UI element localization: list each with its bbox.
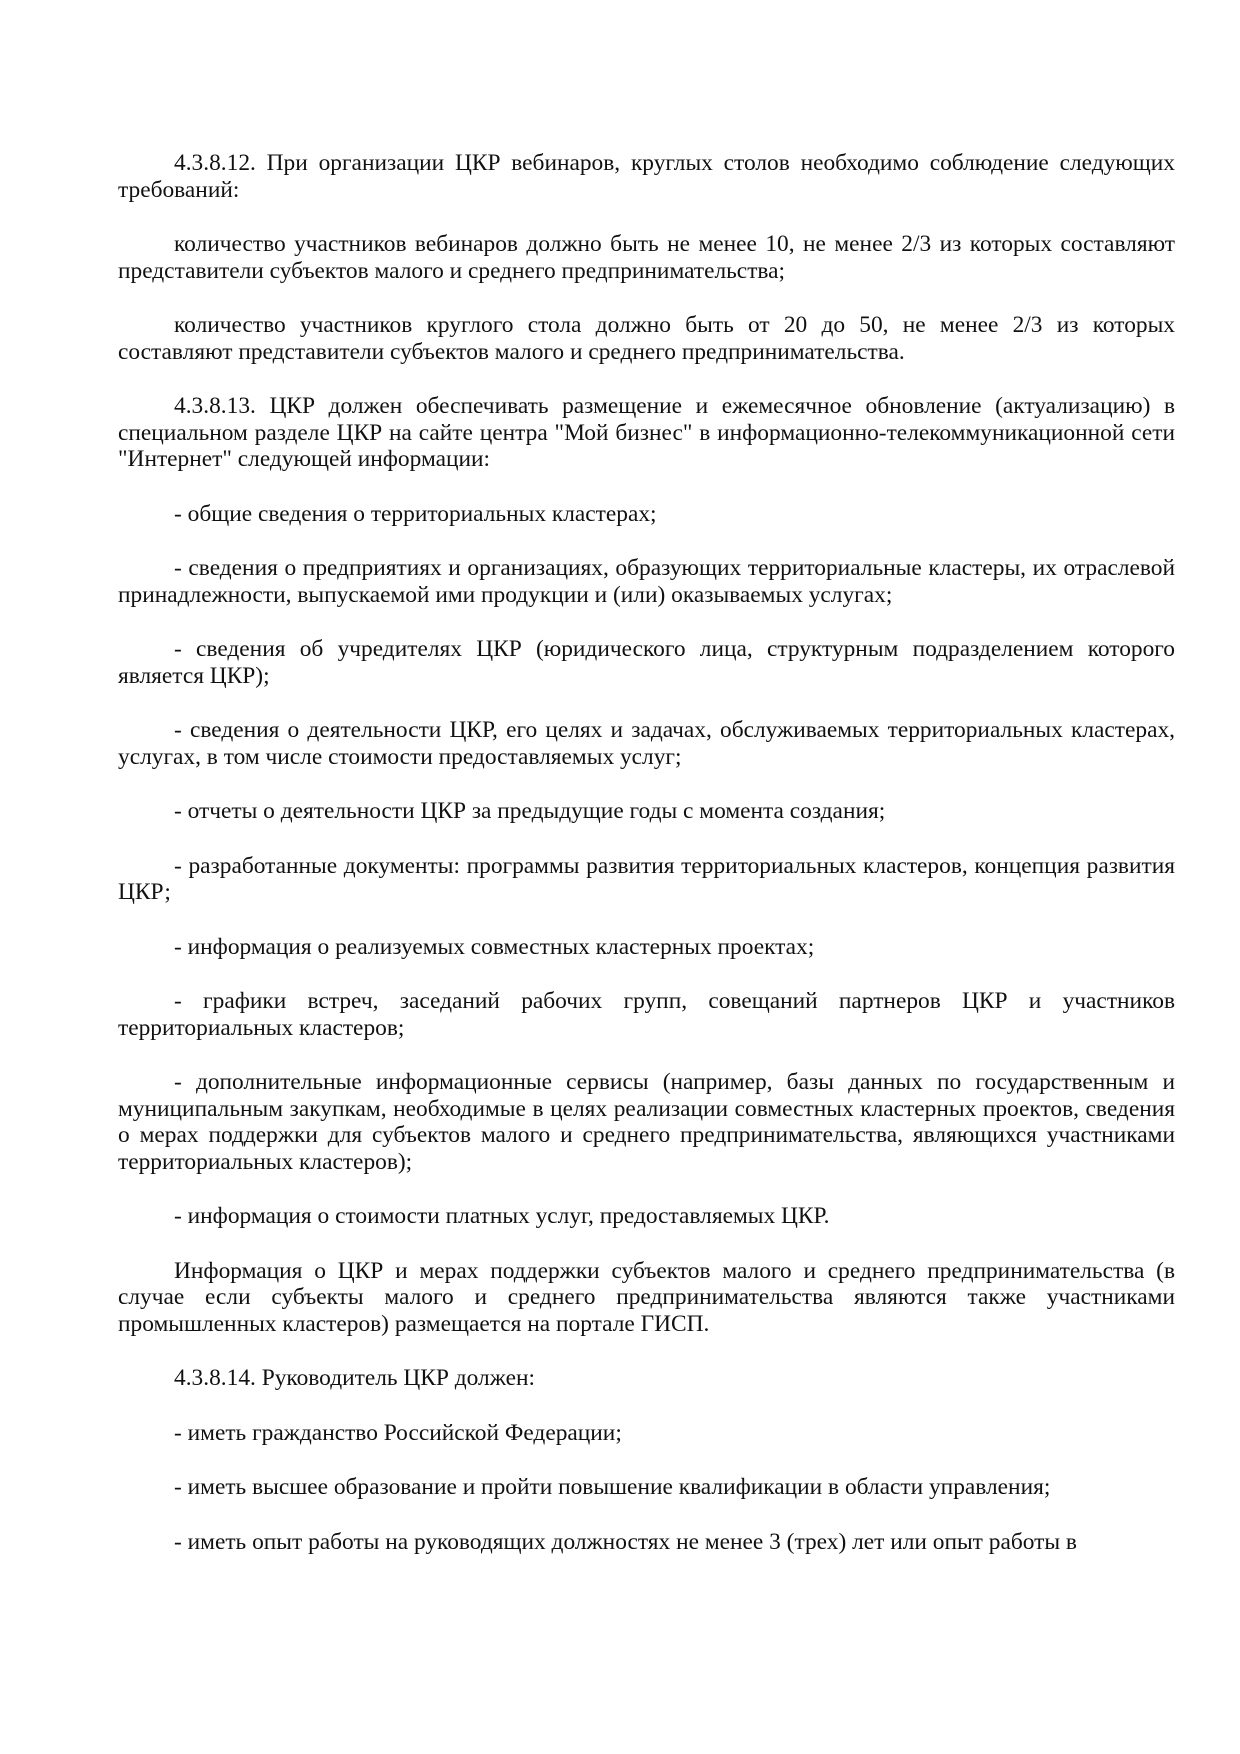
list-item-additional-services: - дополнительные информационные сервисы (например, базы данных по государственным и муниципальным закупкам, необходимые в целях реализации совместных кластерных проектов, сведения о мерах поддержки для субъектов малого и среднего предпринимательства, являющихся участниками территориальных кластеров);	[118, 1069, 1175, 1175]
paragraph-webinar-participants: количество участников вебинаров должно быть не менее 10, не менее 2/3 из которых составляют представители субъектов малого и среднего предпринимательства;	[118, 231, 1175, 284]
list-item-cluster-info: - общие сведения о территориальных кластерах;	[174, 500, 657, 527]
paragraph-gisp-portal: Информация о ЦКР и мерах поддержки субъектов малого и среднего предпринимательства (в случае если субъекты малого и среднего предпринимательства являются также участниками промышленных кластеров) размещается на портале ГИСП.	[118, 1257, 1175, 1337]
list-item-education: - иметь высшее образование и пройти повышение квалификации в области управления;	[174, 1474, 1051, 1500]
list-item-experience: - иметь опыт работы на руководящих должностях не менее 3 (трех) лет или опыт работы в	[174, 1528, 1077, 1555]
paragraph-4-3-8-14: 4.3.8.14. Руководитель ЦКР должен:	[174, 1365, 535, 1391]
list-item-meeting-schedules: - графики встреч, заседаний рабочих групп, совещаний партнеров ЦКР и участников территориальных кластеров;	[118, 988, 1175, 1041]
list-item-activity-info: - сведения о деятельности ЦКР, его целях и задачах, обслуживаемых территориальных кластерах, услугах, в том числе стоимости предоставляемых услуг;	[118, 717, 1175, 770]
list-item-enterprises-info: - сведения о предприятиях и организациях, образующих территориальные кластеры, их отраслевой принадлежности, выпускаемой ими продукции и (или) оказываемых услугах;	[118, 555, 1175, 608]
list-item-citizenship: - иметь гражданство Российской Федерации;	[174, 1419, 622, 1446]
paragraph-roundtable-participants: количество участников круглого стола должно быть от 20 до 50, не менее 2/3 из которых составляют представители субъектов малого и среднего предпринимательства.	[118, 312, 1175, 365]
list-item-joint-projects: - информация о реализуемых совместных кластерных проектах;	[174, 933, 815, 960]
list-item-reports: - отчеты о деятельности ЦКР за предыдущие годы с момента создания;	[174, 798, 886, 824]
paragraph-4-3-8-13: 4.3.8.13. ЦКР должен обеспечивать размещение и ежемесячное обновление (актуализацию) в специальном разделе ЦКР на сайте центра "Мой бизнес" в информационно-телекоммуникационной сети "Интернет" следующей информации:	[118, 393, 1175, 472]
list-item-documents: - разработанные документы: программы развития территориальных кластеров, концепция развития ЦКР;	[118, 852, 1175, 905]
list-item-founders-info: - сведения об учредителях ЦКР (юридического лица, структурным подразделением которого является ЦКР);	[118, 636, 1175, 689]
list-item-paid-services: - информация о стоимости платных услуг, предоставляемых ЦКР.	[174, 1203, 830, 1229]
paragraph-4-3-8-12: 4.3.8.12. При организации ЦКР вебинаров, круглых столов необходимо соблюдение следующих требований:	[118, 150, 1175, 203]
